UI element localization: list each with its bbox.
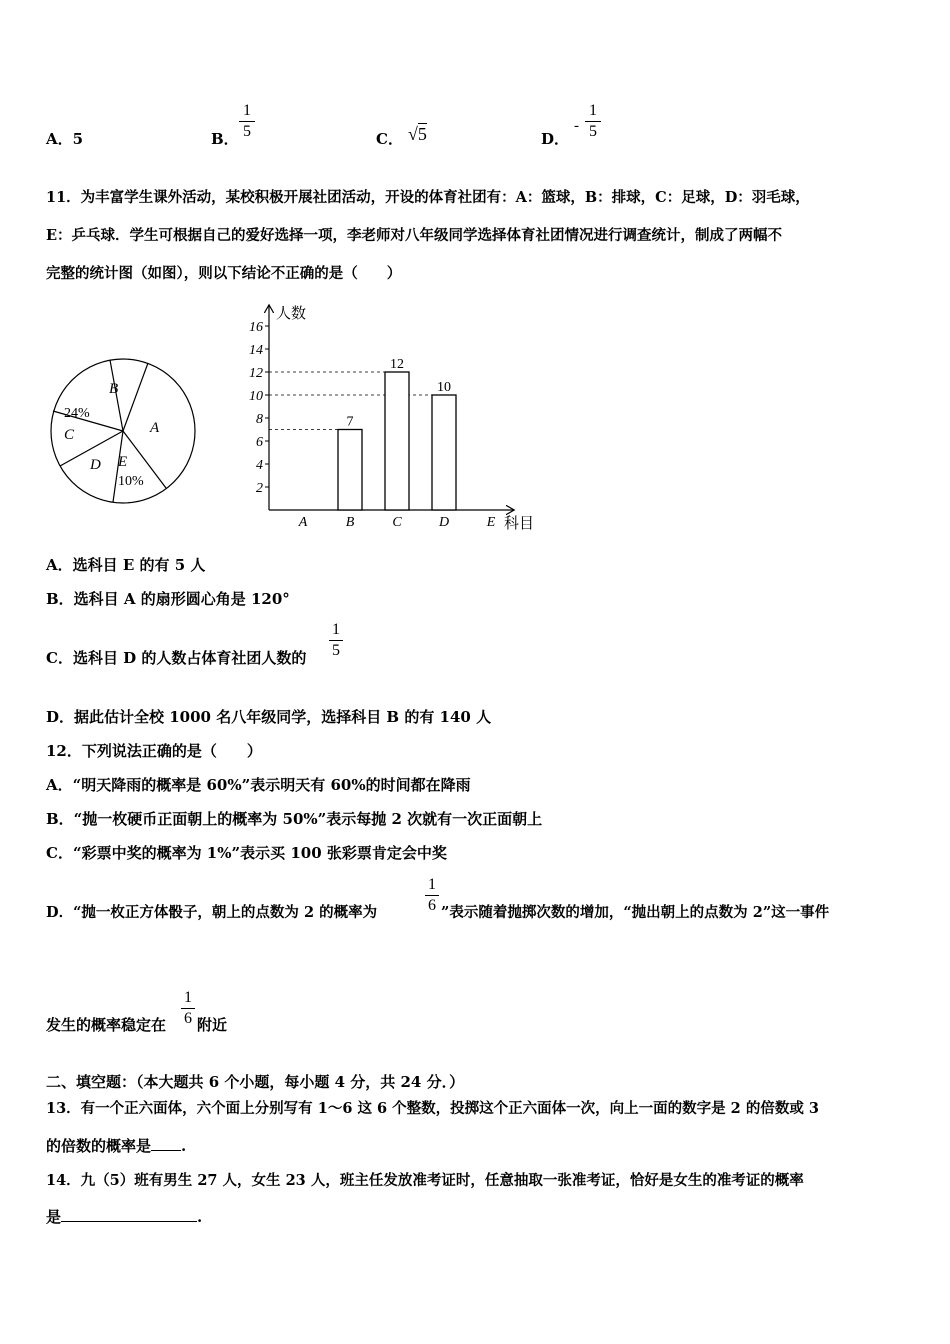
x-tick-label: E (486, 515, 496, 530)
y-tick-label: 6 (256, 435, 263, 450)
q11-option-c-fraction: 1 5 (329, 621, 343, 660)
q10-option-b-label: B． (211, 130, 239, 148)
y-tick-label: 4 (256, 458, 263, 473)
q12-option-c: C．“彩票中奖的概率为 1%”表示买 100 张彩票肯定会中奖 (46, 844, 447, 862)
q12-option-d-line2-post: 附近 (197, 1016, 228, 1034)
x-axis-label: 科目 (504, 516, 535, 532)
pie-label-c-pct: 24% (64, 406, 90, 421)
q10-option-d-sign: - (574, 118, 579, 134)
q10-option-d-label: D． (541, 130, 570, 148)
q13-line-2: 的倍数的概率是 . (46, 1137, 187, 1155)
bar (338, 430, 362, 511)
q12-option-d-line2-pre: 发生的概率稳定在 (46, 1016, 167, 1034)
q11-line-1: 11．为丰富学生课外活动，某校积极开展社团活动，开设的体育社团有：A：篮球，B：排球，C：足球，D：羽毛球， (46, 189, 810, 206)
q12-stem: 12．下列说法正确的是（ ） (46, 742, 262, 760)
q13-line-1: 13．有一个正六面体，六个面上分别写有 1～6 这 6 个整数，投掷这个正六面体一次，向上一面的数字是 2 的倍数或 3 (46, 1100, 819, 1117)
bar-value-label: 7 (346, 414, 354, 430)
q11-option-c: C．选科目 D 的人数占体育社团人数的 (46, 649, 307, 667)
bar (432, 395, 456, 510)
bar-value-label: 10 (437, 380, 451, 395)
q11-option-d: D．据此估计全校 1000 名八年级同学，选择科目 B 的有 140 人 (46, 708, 492, 726)
q10-option-c-label: C． (376, 130, 403, 148)
q11-option-b: B．选科目 A 的扇形圆心角是 120° (46, 590, 290, 608)
pie-label-b: B (109, 381, 119, 397)
bar (385, 372, 409, 510)
q14-answer-blank[interactable] (61, 1207, 197, 1222)
q13-answer-blank[interactable] (151, 1136, 181, 1151)
q12-option-d-post: ”表示随着抛掷次数的增加，“抛出朝上的点数为 2”这一事件 (441, 904, 830, 921)
q12-option-b: B．“抛一枚硬币正面朝上的概率为 50%”表示每抛 2 次就有一次正面朝上 (46, 810, 543, 828)
bar-value-label: 12 (390, 357, 404, 372)
x-tick-label: B (345, 515, 355, 530)
y-tick-label: 16 (249, 320, 263, 335)
q12-option-d-line2-fraction: 1 6 (181, 989, 195, 1028)
y-tick-label: 10 (249, 389, 263, 404)
bar-chart (240, 298, 545, 534)
y-tick-label: 14 (249, 343, 263, 358)
y-axis-label: 人数 (276, 306, 307, 322)
pie-chart (44, 355, 204, 507)
q11-line-3: 完整的统计图（如图），则以下结论不正确的是（ ） (46, 265, 402, 282)
pie-label-e-pct: 10% (118, 474, 144, 489)
pie-label-a: A (150, 420, 160, 436)
q10-option-d-fraction: 1 5 (585, 102, 601, 141)
y-tick-label: 2 (256, 481, 263, 496)
q14-line-2: 是 . (46, 1208, 203, 1226)
x-tick-label: D (438, 515, 450, 530)
x-tick-label: A (298, 515, 308, 530)
q10-option-c-sqrt: √5 (408, 124, 427, 144)
x-tick-label: C (392, 515, 402, 530)
pie-label-e: E (118, 454, 128, 470)
q12-option-d-fraction: 1 6 (425, 876, 439, 915)
y-tick-label: 8 (256, 412, 263, 427)
q12-option-a: A．“明天降雨的概率是 60%”表示明天有 60%的时间都在降雨 (46, 776, 471, 794)
q11-line-2: E：乒乓球．学生可根据自己的爱好选择一项，李老师对八年级同学选择体育社团情况进行调查统计，制成了两幅不 (46, 227, 783, 244)
y-tick-label: 12 (249, 366, 263, 381)
q14-line-1: 14．九（5）班有男生 27 人，女生 23 人，班主任发放准考证时，任意抽取一张准考证，恰好是女生的准考证的概率 (46, 1172, 804, 1189)
section2-heading: 二、填空题：（本大题共 6 个小题，每小题 4 分，共 24 分．） (46, 1073, 465, 1091)
q12-option-d-pre: D．“抛一枚正方体骰子，朝上的点数为 2 的概率为 (46, 904, 378, 921)
pie-label-c: C (64, 427, 75, 443)
pie-label-d: D (90, 457, 101, 473)
q10-option-a: A．5 (46, 130, 84, 148)
q10-option-b-fraction: 1 5 (239, 102, 255, 141)
q11-option-a: A．选科目 E 的有 5 人 (46, 556, 206, 574)
